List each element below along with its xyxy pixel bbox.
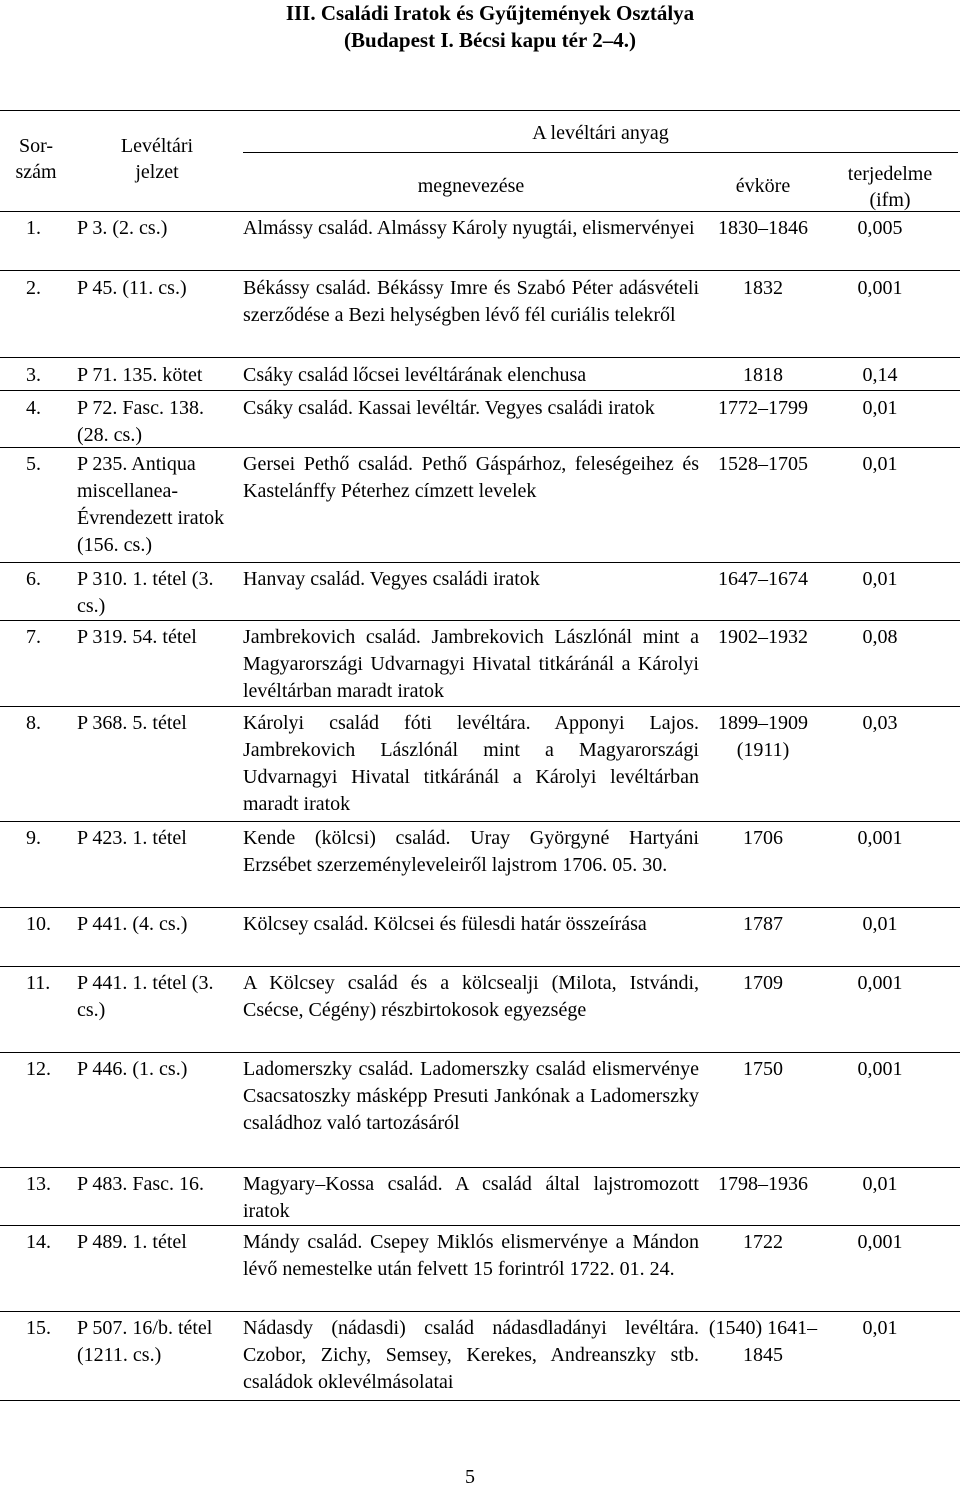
row-number: 9. — [26, 827, 41, 849]
row-number: 14. — [26, 1231, 51, 1253]
row-number: 10. — [26, 913, 51, 935]
row-number: 1. — [26, 217, 41, 239]
row-size: 0,14 — [862, 364, 898, 386]
row-years: 1899–1909 (1911) — [718, 712, 808, 761]
row-years: 1832 — [743, 277, 783, 299]
row-divider — [0, 966, 960, 967]
row-size: 0,01 — [862, 1173, 898, 1195]
row-years: 1750 — [743, 1058, 783, 1080]
header-name: megnevezése — [417, 175, 525, 197]
row-reference: P 507. 16/b. tétel (1211. cs.) — [77, 1317, 213, 1366]
row-number: 15. — [26, 1317, 51, 1339]
row-reference: P 483. Fasc. 16. — [77, 1173, 205, 1195]
row-name: Nádasdy (nádasdi) család nádasdladányi levéltára. Czobor, Zichy, Semsey, Kerekes, Andreanszky stb. családok oklevélmásolatai — [243, 1317, 699, 1393]
row-size: 0,08 — [862, 626, 898, 648]
row-name: Békássy család. Békássy Imre és Szabó Péter adásvételi szerződése a Bezi helységben lévő fél curiális telekről — [243, 277, 699, 326]
row-size: 0,001 — [857, 1058, 903, 1080]
row-divider — [0, 357, 960, 358]
row-divider — [0, 907, 960, 908]
row-divider — [0, 390, 960, 391]
row-reference: P 3. (2. cs.) — [77, 217, 168, 239]
row-number: 2. — [26, 277, 41, 299]
row-years: 1528–1705 — [718, 453, 808, 475]
row-number: 4. — [26, 397, 41, 419]
row-number: 6. — [26, 568, 41, 590]
row-divider — [0, 447, 960, 448]
header-group-divider — [243, 152, 958, 153]
header-size: terjedelme (ifm) — [847, 163, 933, 211]
row-years: 1706 — [743, 827, 783, 849]
row-size: 0,01 — [862, 453, 898, 475]
row-years: 1818 — [743, 364, 783, 386]
row-size: 0,001 — [857, 827, 903, 849]
row-name: Mándy család. Csepey Miklós elismervénye a Mándon lévő nemestelke után felvett 15 forintról 1722. 01. 24. — [243, 1231, 699, 1280]
row-years: 1787 — [743, 913, 783, 935]
row-number: 12. — [26, 1058, 51, 1080]
row-size: 0,005 — [857, 217, 903, 239]
row-size: 0,03 — [862, 712, 898, 734]
row-size: 0,001 — [857, 1231, 903, 1253]
header-years: évköre — [735, 175, 791, 197]
row-size: 0,01 — [862, 1317, 898, 1339]
row-reference: P 441. 1. tétel (3. cs.) — [77, 972, 214, 1021]
row-years: 1709 — [743, 972, 783, 994]
row-size: 0,01 — [862, 913, 898, 935]
row-name: Csáky család lőcsei levéltárának elenchusa — [243, 364, 587, 386]
row-reference: P 423. 1. tétel — [77, 827, 187, 849]
row-name: A Kölcsey család és a kölcsealji (Milota, Istvándi, Csécse, Cégény) részbirtokosok egyezsége — [243, 972, 699, 1021]
header-row-number: Sor- szám — [15, 135, 57, 183]
row-name: Kölcsey család. Kölcsei és fülesdi határ összeírása — [243, 913, 647, 935]
row-name: Hanvay család. Vegyes családi iratok — [243, 568, 540, 590]
row-number: 3. — [26, 364, 41, 386]
row-name: Magyary–Kossa család. A család által lajstromozott iratok — [243, 1173, 699, 1222]
row-reference: P 441. (4. cs.) — [77, 913, 188, 935]
header-bottom-border — [0, 211, 960, 212]
row-reference: P 45. (11. cs.) — [77, 277, 187, 299]
row-number: 11. — [26, 972, 51, 994]
row-name: Ladomerszky család. Ladomerszky család elismervénye Csacsatoszky másképp Presuti Jankónak a Ladomerszky családhoz való tartozásáról — [243, 1058, 699, 1134]
row-years: 1722 — [743, 1231, 783, 1253]
row-years: 1772–1799 — [718, 397, 808, 419]
row-name: Kende (kölcsi) család. Uray Györgyné Hartyáni Erzsébet szerzeményleveleiről lajstrom 1706. 05. 30. — [243, 827, 699, 876]
row-years: 1830–1846 — [718, 217, 808, 239]
row-divider — [0, 821, 960, 822]
row-number: 8. — [26, 712, 41, 734]
row-size: 0,01 — [862, 568, 898, 590]
row-divider — [0, 562, 960, 563]
row-reference: P 489. 1. tétel — [77, 1231, 187, 1253]
page-number: 5 — [465, 1466, 475, 1488]
row-size: 0,001 — [857, 277, 903, 299]
row-size: 0,001 — [857, 972, 903, 994]
row-reference: P 319. 54. tétel — [77, 626, 197, 648]
section-title: III. Családi Iratok és Gyűjtemények Osztálya — [285, 1, 695, 25]
section-address: (Budapest I. Bécsi kapu tér 2–4.) — [344, 28, 636, 52]
row-number: 5. — [26, 453, 41, 475]
row-reference: P 235. Antiqua miscellanea-Évrendezett iratok (156. cs.) — [77, 453, 225, 556]
row-years: (1540) 1641–1845 — [708, 1317, 818, 1366]
row-number: 7. — [26, 626, 41, 648]
row-reference: P 71. 135. kötet — [77, 364, 203, 386]
row-divider — [0, 1311, 960, 1312]
row-size: 0,01 — [862, 397, 898, 419]
header-material-group: A levéltári anyag — [532, 122, 669, 144]
row-reference: P 368. 5. tétel — [77, 712, 187, 734]
row-name: Csáky család. Kassai levéltár. Vegyes családi iratok — [243, 397, 655, 419]
row-number: 13. — [26, 1173, 51, 1195]
row-divider — [0, 1167, 960, 1168]
header-reference: Levéltári jelzet — [120, 135, 194, 183]
table-bottom-border — [0, 1400, 960, 1401]
row-name: Gersei Pethő család. Pethő Gáspárhoz, feleségeihez és Kastelánffy Péterhez címzett levelek — [243, 453, 699, 502]
row-divider — [0, 1225, 960, 1226]
row-divider — [0, 270, 960, 271]
row-name: Jambrekovich család. Jambrekovich Lászlónál mint a Magyarországi Udvarnagyi Hivatal titkáránál a Károlyi levéltárban maradt iratok — [243, 626, 699, 702]
row-reference: P 446. (1. cs.) — [77, 1058, 188, 1080]
row-years: 1902–1932 — [718, 626, 808, 648]
row-reference: P 310. 1. tétel (3. cs.) — [77, 568, 214, 617]
row-reference: P 72. Fasc. 138. (28. cs.) — [77, 397, 205, 446]
section-heading — [245, 0, 735, 54]
row-name: Almássy család. Almássy Károly nyugtái, elismervényei — [243, 217, 695, 239]
row-name: Károlyi család fóti levéltára. Apponyi Lajos. Jambrekovich Lászlónál mint a Magyarországi Udvarnagyi Hivatal titkáránál a Károlyi levéltárban maradt iratok — [243, 712, 699, 815]
row-years: 1798–1936 — [718, 1173, 808, 1195]
row-years: 1647–1674 — [718, 568, 808, 590]
row-divider — [0, 620, 960, 621]
row-divider — [0, 1052, 960, 1053]
table-top-border — [0, 110, 960, 111]
row-divider — [0, 706, 960, 707]
